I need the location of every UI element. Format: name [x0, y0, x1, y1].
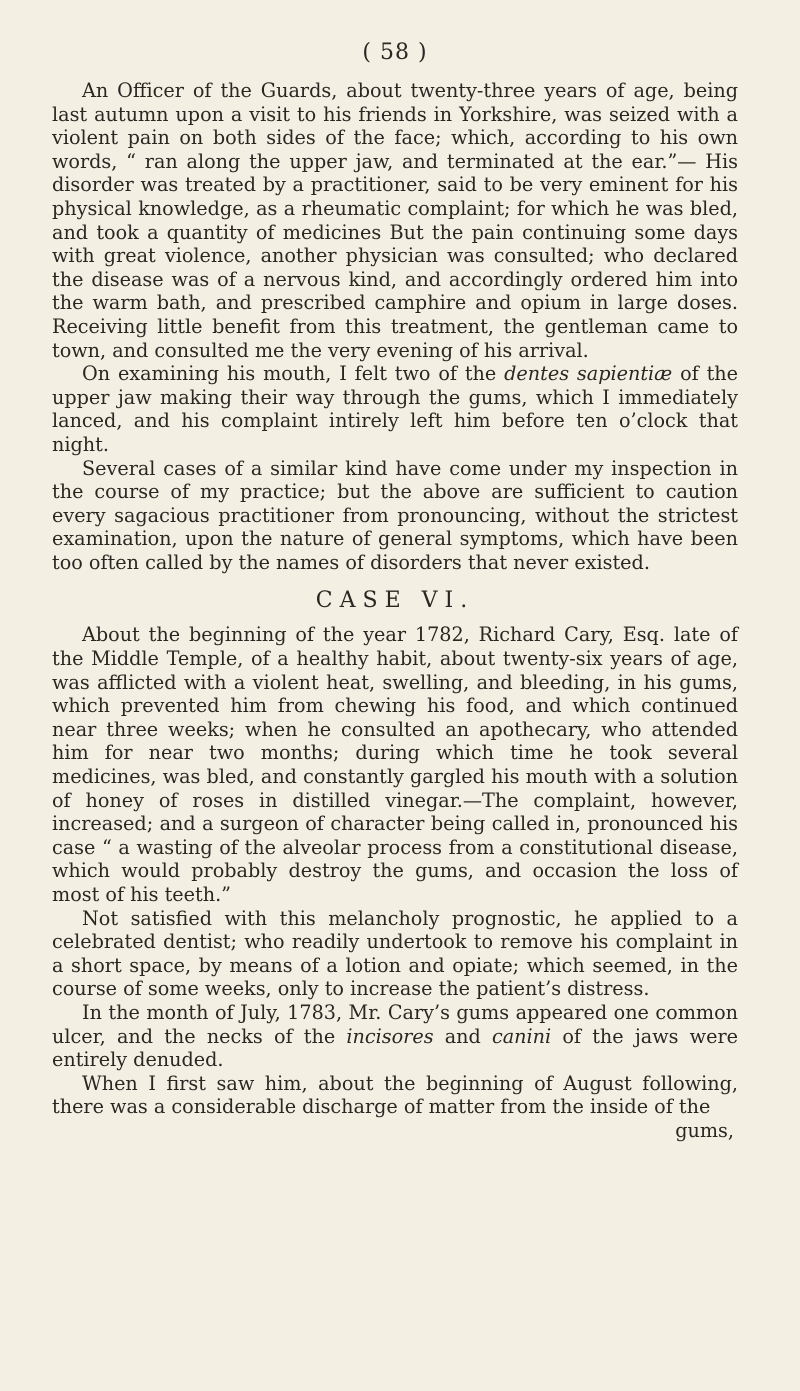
text-segment: of the upper jaw making their way through the gums, which I immediately lanced, and his complaint intirely left him before ten o’clock that night. [52, 362, 739, 456]
text-segment: and [433, 1024, 492, 1048]
paragraph-officer: An Officer of the Guards, about twenty-three years of age, being last autumn upon a visit to his friends in Yorkshire, was seized with a violent pain on both sides of the face; which, according to his own words, “ ran along the upper jaw, and terminated at the ear.”— His disorder was treated by a practitioner, said to be very eminent for his physical knowledge, as a rheumatic complaint; for which he was bled, and took a quantity of medicines But the pain continuing some days with great violence, another physician was consulted; who declared the disease was of a nervous kind, and accordingly ordered him into the warm bath, and prescribed camphire and opium in large doses. Receiving little benefit from this treatment, the gentleman came to town, and consulted me the very evening of his arrival. [52, 79, 738, 362]
paragraph-july [52, 1001, 738, 1072]
case-heading: CASE VI. [315, 588, 475, 614]
paragraph-several-cases: Several cases of a similar kind have come under my inspection in the course of my practice; but the above are sufficient to caution every sagacious practitioner from pronouncing, without the strictest examination, upon the nature of general symptoms, which have been too often called by the names of disorders that never existed. [52, 456, 738, 574]
text-segment: of the jaws were entirely denuded. [52, 1024, 738, 1072]
catchword: gums, [675, 1118, 734, 1142]
paragraph-dentes [52, 362, 738, 456]
latin-term: incisores [346, 1024, 434, 1048]
latin-term: dentes sapientiæ [504, 362, 673, 386]
paragraph-august: When I first saw him, about the beginning of August following, there was a considerable discharge of matter from the inside of the [52, 1071, 738, 1119]
paragraph-case-description: About the beginning of the year 1782, Richard Cary, Esq. late of the Middle Temple, of a healthy habit, about twenty-six years of age, was afflicted with a violent heat, swelling, and bleeding, in his gums, which prevented him from chewing his food, and which continued near three weeks; when he consulted an apothecary, who attended him for near two months; during which time he took several medicines, was bled, and constantly gargled his mouth with a solution of honey of roses in distilled vinegar.—The complaint, however, increased; and a surgeon of character being called in, pronounced his case “ a wasting of the alveolar process from a constitutional disease, which would probably destroy the gums, and occasion the loss of most of his teeth.” [52, 623, 738, 906]
paragraph-prognostic: Not satisfied with this melancholy prognostic, he applied to a celebrated dentist; who readily undertook to remove his complaint in a short space, by means of a lotion and opiate; which seemed, in the course of some weeks, only to increase the patient’s distress. [52, 906, 738, 1001]
text-segment: On examining his mouth, I felt two of the [82, 362, 505, 386]
text-segment: In the month of July, 1783, Mr. Cary’s gums appeared one common ulcer, and the necks of the [52, 1000, 738, 1048]
latin-term: canini [492, 1024, 552, 1048]
page-number: ( 58 ) [362, 40, 428, 65]
